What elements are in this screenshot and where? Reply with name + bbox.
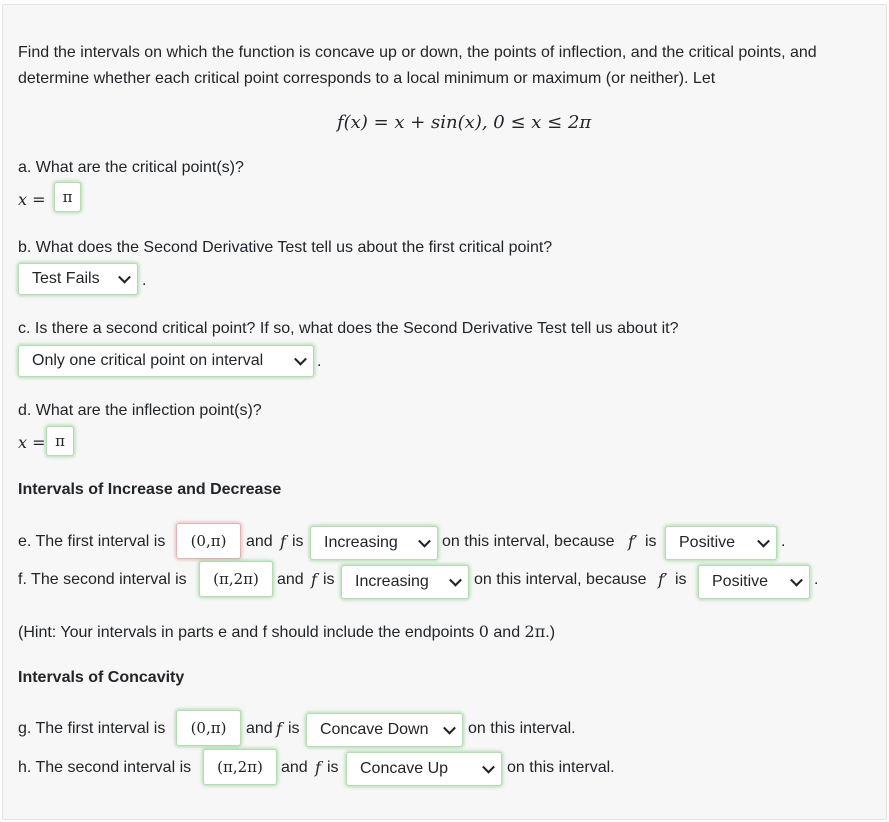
question-b: b. What does the Second Derivative Test tell us about the first critical point?	[18, 239, 553, 256]
chevron-down-icon	[482, 761, 495, 774]
intro-line-2: determine whether each critical point corresponds to a local minimum or maximum (or neither). Let	[18, 70, 716, 87]
is-text: is	[323, 571, 335, 588]
question-d: d. What are the inflection point(s)?	[18, 402, 262, 419]
is-text: is	[645, 533, 657, 550]
f-symbol: f	[280, 532, 286, 551]
second-concavity-select[interactable]	[346, 752, 502, 786]
part-f-prefix: f. The second interval is	[18, 571, 187, 588]
select-value: Increasing	[324, 534, 398, 551]
chevron-down-icon	[449, 574, 462, 587]
question-c: c. Is there a second critical point? If so, what does the Second Derivative Test tell us about it?	[18, 320, 679, 337]
period: .	[781, 533, 786, 550]
select-value: Positive	[679, 534, 736, 551]
function-formula: f(x) = x + sin(x), 0 ≤ x ≤ 2π	[337, 112, 592, 133]
and-text: and	[281, 759, 308, 776]
hint-two-pi: 2π	[524, 622, 546, 641]
second-interval-direction-select[interactable]	[341, 565, 469, 599]
second-interval-input[interactable]: (π,2π)	[199, 561, 273, 597]
first-concavity-select[interactable]	[306, 713, 463, 747]
part-g-prefix: g. The first interval is	[18, 720, 166, 737]
is-text: is	[288, 720, 300, 737]
f-prime-symbol: f′	[658, 570, 668, 589]
hint-zero: 0	[478, 622, 489, 641]
select-value: Test Fails	[32, 270, 100, 287]
chevron-down-icon	[790, 574, 803, 587]
hint-before: (Hint: Your intervals in parts e and f should include the endpoints	[18, 624, 475, 641]
inflection-point-input[interactable]: π	[46, 426, 74, 456]
period: .	[814, 571, 819, 588]
second-critical-point-select[interactable]	[18, 345, 314, 377]
second-interval-sign-select[interactable]	[698, 565, 810, 599]
first-concavity-interval-input[interactable]: (0,π)	[176, 710, 241, 746]
first-interval-input[interactable]: (0,π)	[176, 523, 241, 559]
question-a: a. What are the critical point(s)?	[18, 159, 244, 176]
is-text: is	[292, 533, 304, 550]
second-derivative-test-first-select[interactable]	[18, 263, 138, 295]
part-h-prefix: h. The second interval is	[18, 759, 192, 776]
because-text: on this interval, because	[474, 571, 647, 588]
period: .	[142, 272, 147, 289]
is-text: is	[327, 759, 339, 776]
f-symbol: f	[276, 719, 282, 738]
part-g-suffix: on this interval.	[468, 720, 576, 737]
chevron-down-icon	[757, 535, 770, 548]
x-equals-label-d: x =	[18, 433, 46, 452]
hint-text	[18, 621, 555, 644]
hint-and: and	[493, 624, 521, 641]
period: .	[317, 353, 322, 370]
chevron-down-icon	[294, 353, 307, 366]
x-equals-label-a: x =	[18, 190, 46, 209]
critical-point-input[interactable]: π	[54, 182, 81, 212]
hint-close: .)	[545, 624, 556, 641]
question-card	[2, 4, 887, 820]
select-value: Concave Up	[360, 760, 449, 777]
select-value: Only one critical point on interval	[32, 352, 264, 369]
chevron-down-icon	[118, 271, 131, 284]
is-text: is	[675, 571, 687, 588]
because-text: on this interval, because	[442, 533, 615, 550]
and-text: and	[277, 571, 304, 588]
f-symbol: f	[311, 570, 317, 589]
first-interval-direction-select[interactable]	[310, 526, 438, 560]
and-text: and	[246, 533, 273, 550]
select-value: Increasing	[355, 573, 429, 590]
heading-increase-decrease: Intervals of Increase and Decrease	[18, 481, 282, 498]
heading-concavity: Intervals of Concavity	[18, 669, 185, 686]
second-concavity-interval-input[interactable]: (π,2π)	[203, 749, 277, 785]
select-value: Concave Down	[320, 721, 429, 738]
part-h-suffix: on this interval.	[507, 759, 615, 776]
chevron-down-icon	[418, 535, 431, 548]
first-interval-sign-select[interactable]	[665, 526, 777, 560]
intro-line-1: Find the intervals on which the function is concave up or down, the points of inflection, and the critical points, and	[18, 44, 817, 61]
f-symbol: f	[315, 758, 321, 777]
select-value: Positive	[712, 573, 769, 590]
f-prime-symbol: f′	[628, 532, 638, 551]
chevron-down-icon	[443, 722, 456, 735]
part-e-prefix: e. The first interval is	[18, 533, 166, 550]
and-text: and	[246, 720, 273, 737]
